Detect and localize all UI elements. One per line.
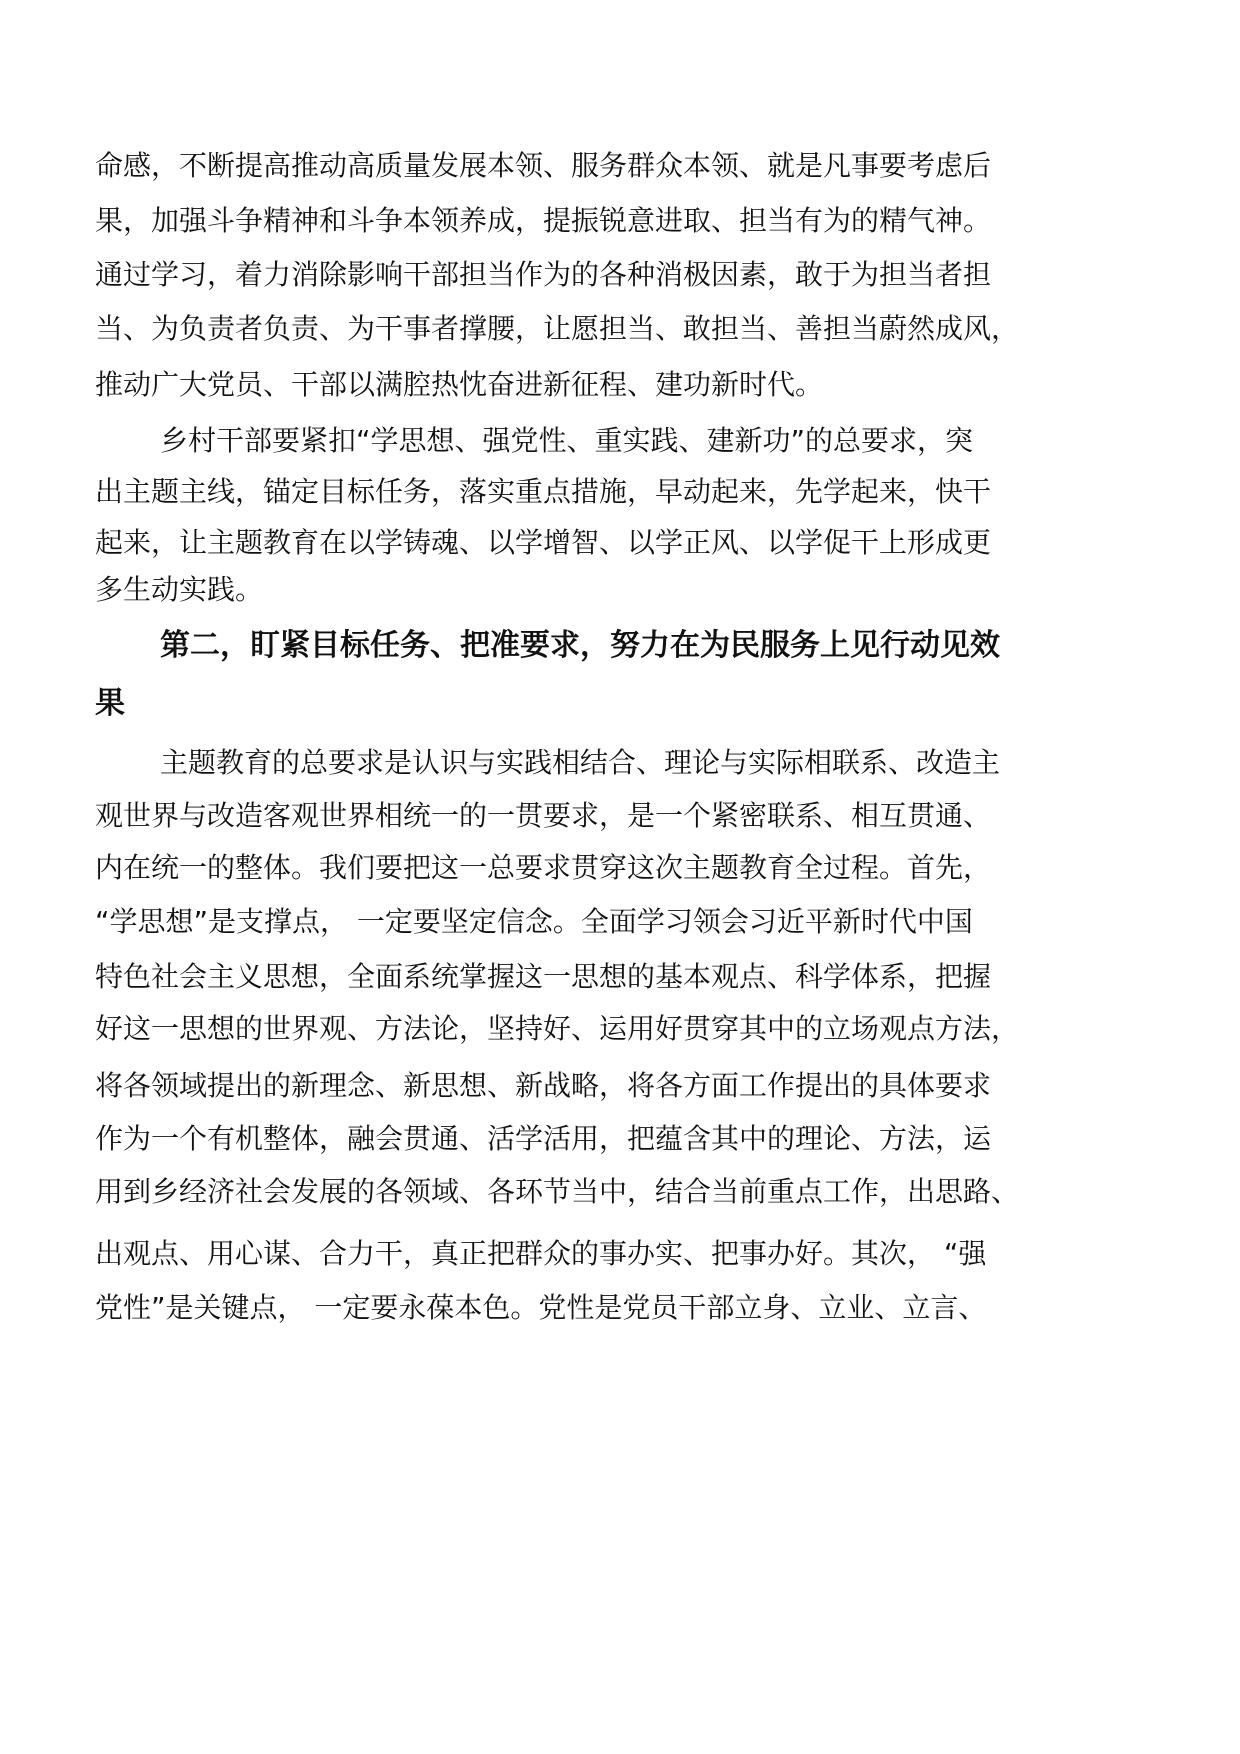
body-text-line: 通过学习，着力消除影响干部担当作为的各种消极因素，敢于为担当者担 xyxy=(95,258,992,291)
body-text-line: 乡村干部要紧扣“学思想、强党性、重实践、建新功”的总要求，突 xyxy=(160,424,974,457)
body-text-line: 推动广大党员、干部以满腔热忱奋进新征程、建功新时代。 xyxy=(95,368,824,401)
body-text-line: 起来，让主题教育在以学铸魂、以学增智、以学正风、以学促干上形成更 xyxy=(95,526,992,559)
body-text-line: 好这一思想的世界观、方法论，坚持好、运用好贯穿其中的立场观点方法， xyxy=(95,1012,1020,1045)
body-text-line: 特色社会主义思想，全面系统掌握这一思想的基本观点、科学体系，把握 xyxy=(95,960,992,993)
body-text-line: “学思想”是支撑点， 一定要坚定信念。全面学习领会习近平新时代中国 xyxy=(95,905,973,938)
body-text-line: 命感，不断提高推动高质量发展本领、服务群众本领、就是凡事要考虑后 xyxy=(95,149,992,182)
body-text-line: 主题教育的总要求是认识与实践相结合、理论与实际相联系、改造主 xyxy=(160,746,1001,779)
body-text-line: 党性”是关键点， 一定要永葆本色。党性是党员干部立身、立业、立言、 xyxy=(95,1291,987,1324)
body-text-line: 出观点、用心谋、合力干，真正把群众的事办实、把事办好。其次， “强 xyxy=(95,1237,987,1270)
body-text-line: 作为一个有机整体，融会贯通、活学活用，把蕴含其中的理论、方法，运 xyxy=(95,1122,992,1155)
body-text-line: 出主题主线，锚定目标任务，落实重点措施，早动起来，先学起来，快干 xyxy=(95,475,992,508)
body-text-line: 多生动实践。 xyxy=(95,573,264,606)
body-text-line: 将各领域提出的新理念、新思想、新战略，将各方面工作提出的具体要求 xyxy=(95,1069,992,1102)
body-text-line: 当、为负责者负责、为干事者撑腰，让愿担当、敢担当、善担当蔚然成风， xyxy=(95,312,1020,345)
body-text-line: 观世界与改造客观世界相统一的一贯要求，是一个紧密联系、相互贯通、 xyxy=(95,799,992,832)
section-heading: 果 xyxy=(95,686,125,721)
body-text-line: 用到乡经济社会发展的各领域、各环节当中，结合当前重点工作，出思路、 xyxy=(95,1175,1020,1208)
body-text-line: 果，加强斗争精神和斗争本领养成，提振锐意进取、担当有为的精气神。 xyxy=(95,204,992,237)
section-heading: 第二，盯紧目标任务、把准要求，努力在为民服务上见行动见效 xyxy=(160,628,1000,663)
body-text-line: 内在统一的整体。我们要把这一总要求贯穿这次主题教育全过程。首先， xyxy=(95,851,992,884)
